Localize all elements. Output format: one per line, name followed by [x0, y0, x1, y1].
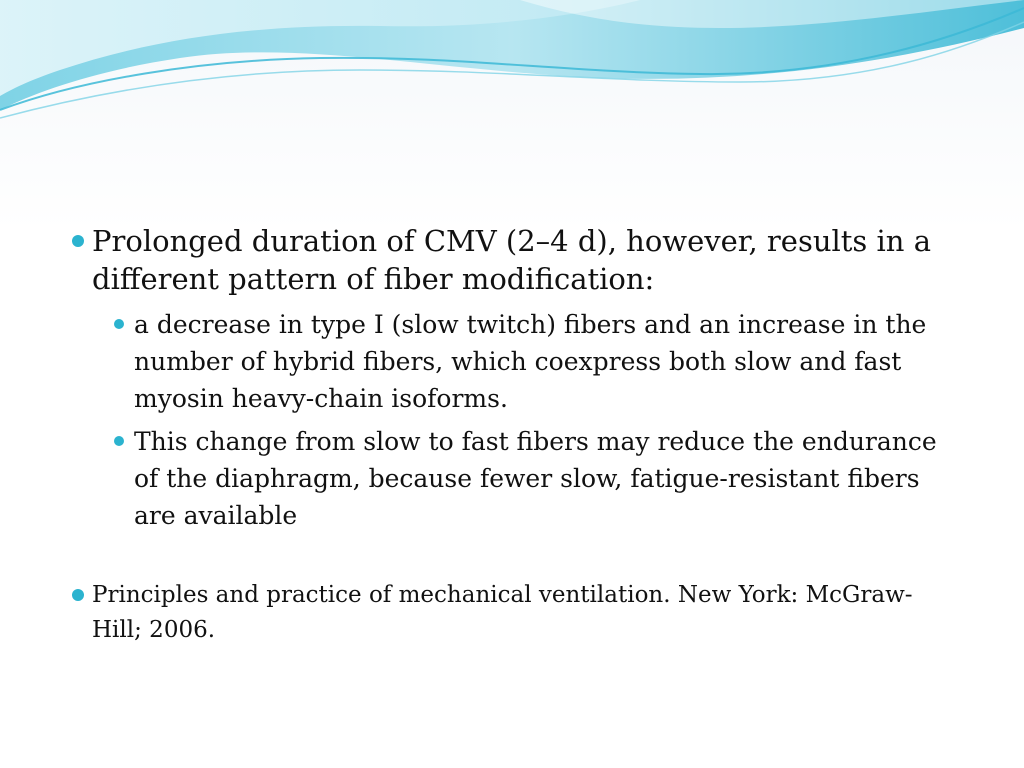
bullet-level2	[114, 423, 952, 534]
bullet-text: a decrease in type I (slow twitch) fibers and an increase in the number of hybrid fibers, which coexpress both slow and fast myosin heavy-chain isoforms.	[134, 310, 927, 413]
bullet-dot-icon	[72, 235, 84, 247]
bullet-level2	[114, 306, 952, 417]
bullet-dot-icon	[72, 589, 84, 601]
decorative-wave-header	[0, 0, 1024, 130]
bullet-dot-icon	[114, 319, 124, 329]
bullet-text: Prolonged duration of CMV (2–4 d), however, results in a different pattern of fiber modification:	[92, 224, 931, 296]
bullet-dot-icon	[114, 436, 124, 446]
bullet-level1-reference	[72, 578, 952, 648]
bullet-text: This change from slow to fast fibers may reduce the endurance of the diaphragm, because fewer slow, fatigue-resistant fibers are available	[134, 427, 937, 530]
bullet-text: Principles and practice of mechanical ventilation. New York: McGraw-Hill; 2006.	[92, 582, 913, 643]
slide-body	[72, 222, 952, 648]
bullet-level1	[72, 222, 952, 298]
